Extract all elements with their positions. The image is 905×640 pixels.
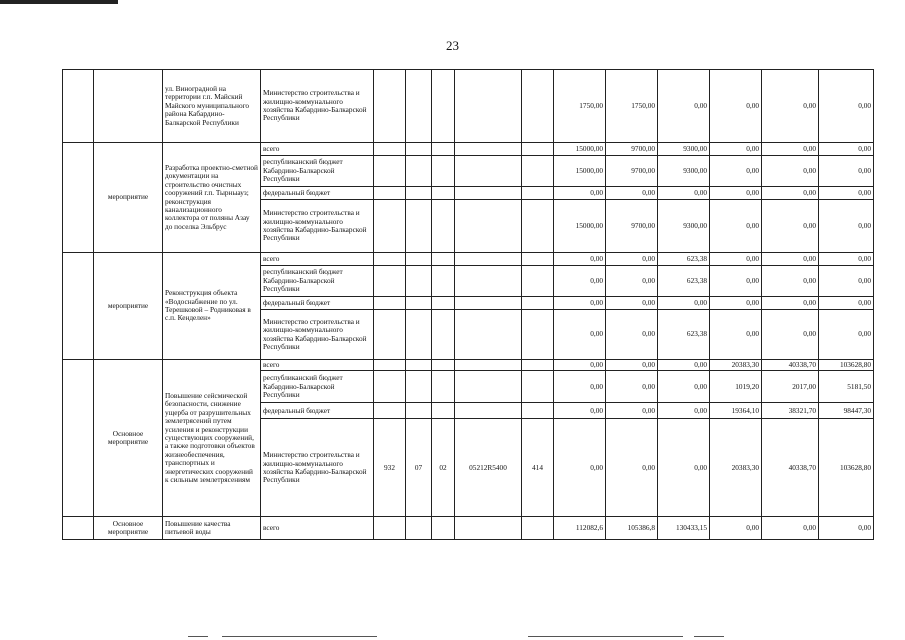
value-cell: 0,00 [819,187,874,200]
top-corner-mark [0,0,118,4]
value-cell: 9300,00 [658,156,710,187]
value-cell: 0,00 [606,360,658,371]
table-cell [455,360,522,371]
value-cell: 0,00 [819,70,874,143]
value-cell: 0,00 [819,517,874,540]
value-cell: 2017,00 [762,371,819,403]
event-name-cell: Реконструкция объекта «Водоснабжение по ул. Терешковой – Родниковая в с.п. Кенделен» [163,253,261,360]
value-cell: 0,00 [762,143,819,156]
table-cell [374,253,406,266]
table-cell [522,371,554,403]
table-cell [374,310,406,360]
value-cell: 0,00 [762,156,819,187]
table-cell [374,371,406,403]
table-cell [406,360,432,371]
table-cell [522,253,554,266]
value-cell: 1750,00 [606,70,658,143]
value-cell: 0,00 [658,371,710,403]
value-cell: 38321,70 [762,403,819,419]
value-cell: 0,00 [819,266,874,297]
value-cell: 0,00 [710,253,762,266]
table-cell [432,156,455,187]
source-cell: всего [261,360,374,371]
table-cell [406,266,432,297]
event-type-cell [94,70,163,143]
table-cell [406,143,432,156]
value-cell: 20383,30 [710,419,762,517]
table-cell [522,187,554,200]
value-cell: 0,00 [710,143,762,156]
value-cell: 0,00 [762,517,819,540]
table-cell [432,517,455,540]
value-cell: 0,00 [710,297,762,310]
value-cell: 0,00 [606,187,658,200]
value-cell: 0,00 [710,70,762,143]
source-cell: Министерство строительства и жилищно-коммунального хозяйства Кабардино-Балкарской Республики [261,310,374,360]
value-cell: 0,00 [762,200,819,253]
value-cell: 40338,70 [762,360,819,371]
value-cell: 0,00 [554,403,606,419]
table-cell [432,200,455,253]
table-cell [522,403,554,419]
value-cell: 1750,00 [554,70,606,143]
scan-line [528,636,683,637]
table-cell [374,360,406,371]
value-cell: 0,00 [606,266,658,297]
event-name-cell: ул. Виноградной на территории г.п. Майский Майского муниципального района Кабардино-Балкарской Республики [163,70,261,143]
value-cell: 0,00 [658,297,710,310]
source-cell: республиканский бюджет Кабардино-Балкарской Республики [261,266,374,297]
value-cell: 9700,00 [606,200,658,253]
scan-line [222,636,377,637]
table-row [63,517,874,540]
event-name-cell: Повышение качества питьевой воды [163,517,261,540]
value-cell: 0,00 [710,517,762,540]
value-cell: 0,00 [658,70,710,143]
value-cell: 0,00 [554,371,606,403]
scan-artifact-lines [0,630,905,640]
source-cell: федеральный бюджет [261,187,374,200]
table-cell [455,403,522,419]
table-cell [455,200,522,253]
scan-line [188,636,208,637]
table-cell [522,360,554,371]
event-type-cell: мероприятие [94,253,163,360]
table-cell [374,143,406,156]
table-row [63,143,874,156]
table-cell [432,187,455,200]
source-cell: федеральный бюджет [261,403,374,419]
table-cell [406,297,432,310]
table-cell [455,517,522,540]
table-cell [374,200,406,253]
table-cell [406,403,432,419]
scan-line [694,636,724,637]
event-name-cell: Повышение сейсмической безопасности, снижение ущерба от разрушительных землетрясений путем усиления и реконструкции существующих сооружений, а также подготовки объектов жизнеобеспечения, транспортных и энергетических сооружений к сильным землетрясениям [163,360,261,517]
source-cell: всего [261,253,374,266]
table-cell [63,143,94,253]
code-vr-cell [522,70,554,143]
table-row [63,253,874,266]
table-cell [406,187,432,200]
table-cell [406,517,432,540]
table-cell [455,156,522,187]
value-cell: 0,00 [762,253,819,266]
table-cell [432,297,455,310]
table-cell [63,253,94,360]
value-cell: 103628,80 [819,360,874,371]
table-cell [455,297,522,310]
table-row [63,360,874,371]
table-cell [522,200,554,253]
value-cell: 0,00 [762,266,819,297]
value-cell: 0,00 [606,310,658,360]
value-cell: 9700,00 [606,156,658,187]
code-grbs-cell: 932 [374,419,406,517]
value-cell: 1019,20 [710,371,762,403]
value-cell: 0,00 [606,419,658,517]
value-cell: 623,38 [658,266,710,297]
value-cell: 103628,80 [819,419,874,517]
value-cell: 0,00 [819,310,874,360]
source-cell: всего [261,143,374,156]
table-cell [406,253,432,266]
value-cell: 0,00 [606,297,658,310]
source-cell: Министерство строительства и жилищно-коммунального хозяйства Кабардино-Балкарской Республики [261,70,374,143]
table-cell [406,371,432,403]
value-cell: 9300,00 [658,200,710,253]
table-cell [455,187,522,200]
value-cell: 0,00 [658,403,710,419]
value-cell: 0,00 [606,403,658,419]
value-cell: 0,00 [658,419,710,517]
value-cell: 0,00 [554,297,606,310]
table-row [63,70,874,143]
code-csr-cell: 05212R5400 [455,419,522,517]
value-cell: 0,00 [819,253,874,266]
value-cell: 0,00 [710,310,762,360]
value-cell: 0,00 [819,143,874,156]
value-cell: 0,00 [762,310,819,360]
value-cell: 0,00 [819,200,874,253]
table-cell [432,266,455,297]
value-cell: 19364,10 [710,403,762,419]
source-cell: всего [261,517,374,540]
value-cell: 623,38 [658,310,710,360]
value-cell: 130433,15 [658,517,710,540]
code-vr-cell: 414 [522,419,554,517]
table-cell [522,517,554,540]
value-cell: 0,00 [554,310,606,360]
value-cell: 9700,00 [606,143,658,156]
value-cell: 0,00 [762,297,819,310]
source-cell: республиканский бюджет Кабардино-Балкарской Республики [261,156,374,187]
value-cell: 15000,00 [554,200,606,253]
table-cell [455,371,522,403]
value-cell: 0,00 [819,297,874,310]
code-pr-cell: 02 [432,419,455,517]
table-cell [432,403,455,419]
value-cell: 9300,00 [658,143,710,156]
value-cell: 15000,00 [554,156,606,187]
value-cell: 5181,50 [819,371,874,403]
table-cell [406,310,432,360]
page-number: 23 [446,38,459,53]
table-cell [432,253,455,266]
value-cell: 0,00 [606,371,658,403]
table-cell [374,266,406,297]
source-cell: Министерство строительства и жилищно-коммунального хозяйства Кабардино-Балкарской Республики [261,419,374,517]
value-cell: 0,00 [762,70,819,143]
table-cell [455,143,522,156]
table-cell [63,360,94,517]
code-grbs-cell [374,70,406,143]
source-cell: Министерство строительства и жилищно-коммунального хозяйства Кабардино-Балкарской Республики [261,200,374,253]
table-cell [406,156,432,187]
value-cell: 0,00 [710,156,762,187]
table-cell [374,297,406,310]
event-type-cell: Основное мероприятие [94,517,163,540]
code-rz-cell: 07 [406,419,432,517]
value-cell: 20383,30 [710,360,762,371]
table-cell [522,156,554,187]
table-cell [455,253,522,266]
event-name-cell: Разработка проектно-сметной документации на строительство очистных сооружений г.п. Тырныауз; реконструкция канализационного коллектора от поляны Азау до поселка Эльбрус [163,143,261,253]
table-cell [374,517,406,540]
table-cell [455,266,522,297]
table-cell [432,143,455,156]
table-cell [432,371,455,403]
value-cell: 0,00 [658,187,710,200]
table-cell [522,266,554,297]
program-table [62,69,874,540]
source-cell: федеральный бюджет [261,297,374,310]
value-cell: 623,38 [658,253,710,266]
event-type-cell: мероприятие [94,143,163,253]
code-rz-cell [406,70,432,143]
table-cell [63,517,94,540]
value-cell: 40338,70 [762,419,819,517]
value-cell: 0,00 [710,187,762,200]
table-cell [406,200,432,253]
value-cell: 0,00 [554,187,606,200]
table-cell [522,297,554,310]
source-cell: республиканский бюджет Кабардино-Балкарской Республики [261,371,374,403]
value-cell: 0,00 [554,253,606,266]
event-type-cell: Основное мероприятие [94,360,163,517]
table-cell [374,187,406,200]
value-cell: 98447,30 [819,403,874,419]
value-cell: 0,00 [606,253,658,266]
table-cell [522,143,554,156]
value-cell: 0,00 [710,200,762,253]
value-cell: 112082,6 [554,517,606,540]
value-cell: 0,00 [658,360,710,371]
code-csr-cell [455,70,522,143]
table-cell [432,310,455,360]
value-cell: 0,00 [710,266,762,297]
code-pr-cell [432,70,455,143]
table-cell [374,156,406,187]
table-cell [522,310,554,360]
value-cell: 0,00 [819,156,874,187]
value-cell: 0,00 [554,266,606,297]
table-cell [374,403,406,419]
table-cell [432,360,455,371]
table-cell [455,310,522,360]
value-cell: 0,00 [762,187,819,200]
value-cell: 0,00 [554,419,606,517]
value-cell: 15000,00 [554,143,606,156]
value-cell: 0,00 [554,360,606,371]
value-cell: 105386,8 [606,517,658,540]
table-cell [63,70,94,143]
